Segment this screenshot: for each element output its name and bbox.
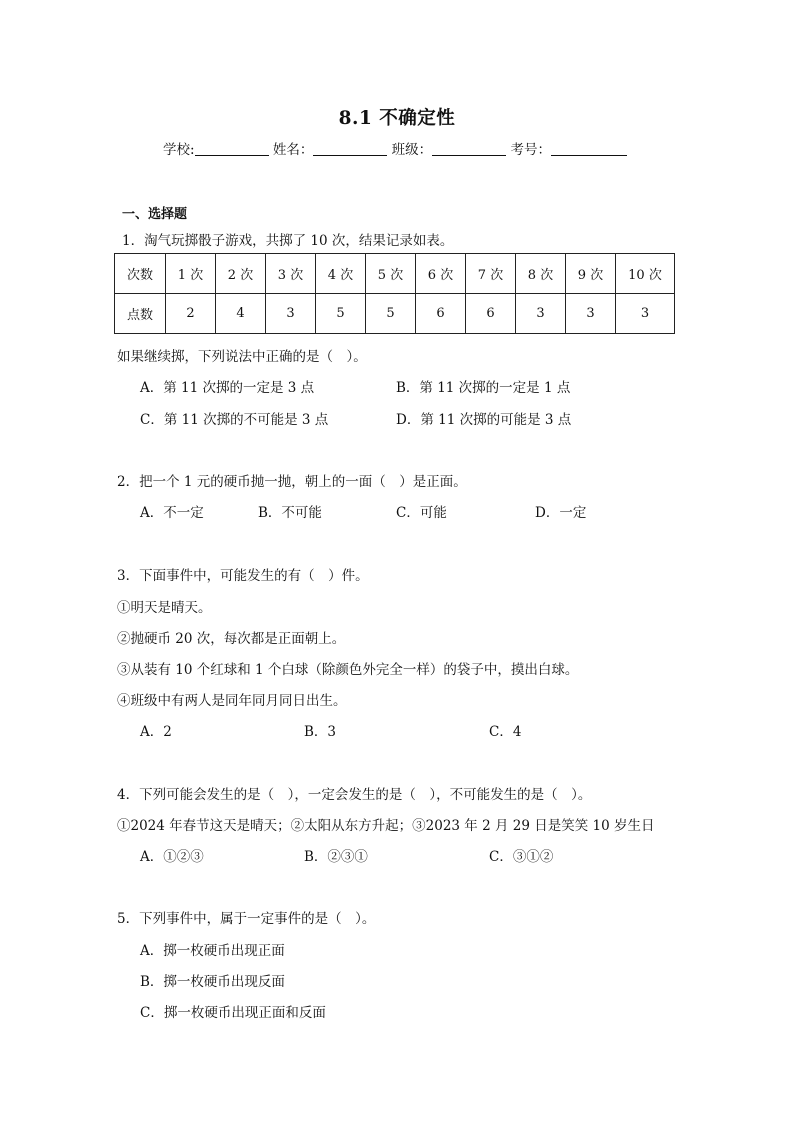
- q4-events-line: ①2024 年春节这天是晴天；②太阳从东方升起；③2023 年 2 月 29 日是笑笑 10 岁生日: [117, 818, 655, 834]
- table-cell: 5: [316, 294, 366, 334]
- school-label: 学校:: [163, 142, 195, 158]
- table-cell: 7 次: [466, 254, 516, 294]
- record-table: [114, 253, 675, 334]
- table-cell: 3 次: [266, 254, 316, 294]
- table-cell: 6 次: [416, 254, 466, 294]
- q1-prompt: 如果继续掷，下列说法中正确的是（ ）。: [117, 349, 367, 365]
- class-blank[interactable]: [432, 141, 506, 156]
- table-cell: 1 次: [166, 254, 216, 294]
- table-cell: 5 次: [366, 254, 416, 294]
- q1-stem: 1．淘气玩掷骰子游戏，共掷了 10 次，结果记录如表。: [122, 233, 454, 249]
- q1-option-d[interactable]: D．第 11 次掷的可能是 3 点: [396, 412, 572, 428]
- q3-option-b[interactable]: B．3: [304, 724, 337, 740]
- q1-option-b[interactable]: B．第 11 次掷的一定是 1 点: [396, 380, 571, 396]
- table-cell: 5: [366, 294, 416, 334]
- page-title: 8.1 不确定性: [338, 108, 456, 129]
- table-cell: 8 次: [516, 254, 566, 294]
- class-label: 班级：: [391, 142, 433, 158]
- q5-option-b[interactable]: B．掷一枚硬币出现反面: [140, 974, 285, 990]
- q4-option-a[interactable]: A．①②③: [140, 849, 204, 865]
- q3-stem: 3．下面事件中，可能发生的有（ ）件。: [117, 568, 369, 584]
- table-cell: 6: [466, 294, 516, 334]
- q1-option-a[interactable]: A．第 11 次掷的一定是 3 点: [140, 380, 315, 396]
- name-blank[interactable]: [313, 141, 387, 156]
- table-cell: 3: [616, 294, 675, 334]
- table-cell: 4: [216, 294, 266, 334]
- q3-item-1: ①明天是晴天。: [117, 600, 212, 616]
- q2-option-c[interactable]: C．可能: [396, 505, 447, 521]
- q3-item-4: ④班级中有两人是同年同月同日出生。: [117, 693, 347, 709]
- table-cell: 点数: [115, 294, 166, 334]
- table-cell: 6: [416, 294, 466, 334]
- q5-stem: 5．下列事件中，属于一定事件的是（ ）。: [117, 911, 376, 927]
- q2-option-d[interactable]: D．一定: [535, 505, 587, 521]
- number-blank[interactable]: [551, 141, 627, 156]
- q3-item-2: ②抛硬币 20 次，每次都是正面朝上。: [117, 631, 346, 647]
- q2-option-b[interactable]: B．不可能: [258, 505, 322, 521]
- q3-option-c[interactable]: C．4: [489, 724, 522, 740]
- student-info-line: [163, 138, 627, 158]
- table-row: [115, 294, 675, 334]
- table-cell: 9 次: [566, 254, 616, 294]
- table-cell: 2 次: [216, 254, 266, 294]
- q5-option-c[interactable]: C．掷一枚硬币出现正面和反面: [140, 1005, 326, 1021]
- table-cell: 次数: [115, 254, 166, 294]
- table-row: [115, 254, 675, 294]
- table-cell: 3: [266, 294, 316, 334]
- number-label: 考号：: [510, 142, 551, 158]
- school-blank[interactable]: [195, 141, 269, 156]
- q2-option-a[interactable]: A．不一定: [140, 505, 204, 521]
- q5-option-a[interactable]: A．掷一枚硬币出现正面: [140, 943, 285, 959]
- q2-stem: 2．把一个 1 元的硬币抛一抛，朝上的一面（ ）是正面。: [117, 474, 467, 490]
- q3-option-a[interactable]: A．2: [140, 724, 172, 740]
- q4-option-c[interactable]: C．③①②: [489, 849, 554, 865]
- q4-stem: 4．下列可能会发生的是（ ），一定会发生的是（ ），不可能发生的是（ ）。: [117, 787, 592, 803]
- table-cell: 2: [166, 294, 216, 334]
- section-heading: 一、选择题: [122, 207, 188, 222]
- table-cell: 3: [566, 294, 616, 334]
- table-cell: 10 次: [616, 254, 675, 294]
- q4-option-b[interactable]: B．②③①: [304, 849, 368, 865]
- table-cell: 4 次: [316, 254, 366, 294]
- table-cell: 3: [516, 294, 566, 334]
- name-label: 姓名：: [272, 142, 314, 158]
- q1-option-c[interactable]: C．第 11 次掷的不可能是 3 点: [140, 412, 329, 428]
- q3-item-3: ③从装有 10 个红球和 1 个白球（除颜色外完全一样）的袋子中，摸出白球。: [117, 662, 579, 678]
